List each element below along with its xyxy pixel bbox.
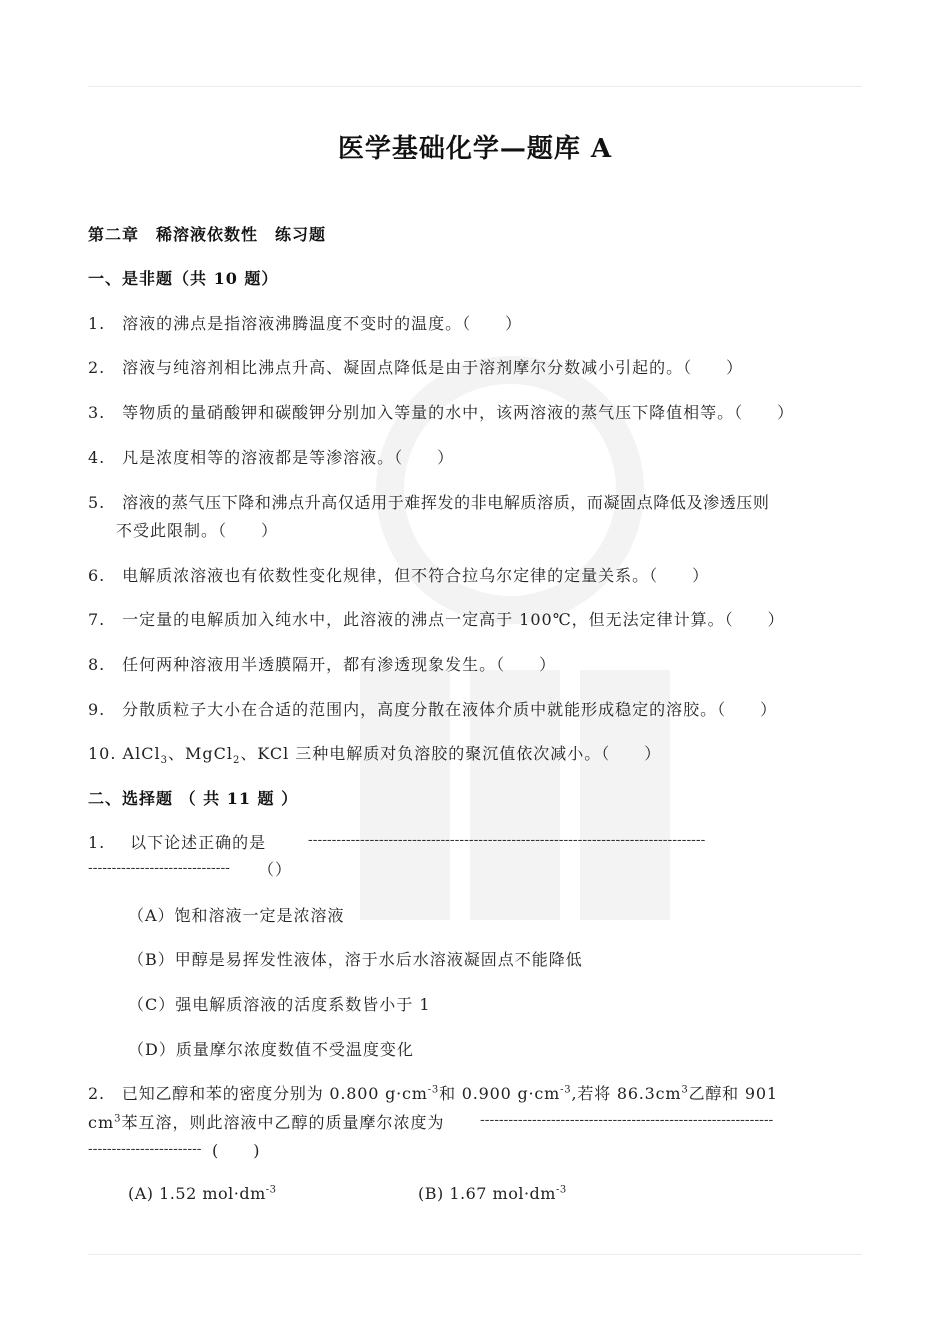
question-number: 7. [88,610,106,629]
question-number: 10. [88,744,117,763]
header-rule [88,86,862,87]
answer-blank-line: -------------------------------------------------------------- [480,1112,774,1128]
answer-blank-line: ------------------------------------------------------------------------------------ [308,832,706,848]
chapter-heading: 第二章 稀溶液依数性 练习题 [88,225,327,244]
option-b: （B）甲醇是易挥发性液体，溶于水后水溶液凝固点不能降低 [128,950,583,969]
answer-blank-line: ------------------------------ [88,860,230,876]
question-item [88,355,864,378]
question-text: 任何两种溶液用半透膜隔开，都有渗透现象发生。（ ） [122,655,557,674]
question-number: 5. [88,493,106,512]
question-item [88,652,864,675]
question-text: 一定量的电解质加入纯水中，此溶液的沸点一定高于 100℃，但无法定律计算。（ ） [122,610,785,629]
question-text: 溶液的蒸气压下降和沸点升高仅适用于难挥发的非电解质溶质，而凝固点降低及渗透压则 [122,493,770,512]
question-text: 溶液的沸点是指溶液沸腾温度不变时的温度。（ ） [122,314,523,333]
question-text: 等物质的量硝酸钾和碳酸钾分别加入等量的水中，该两溶液的蒸气压下降值相等。（ ） [122,403,795,422]
question-text: 电解质浓溶液也有依数性变化规律，但不符合拉乌尔定律的定量关系。（ ） [122,566,710,585]
choice-question-2 [88,1081,864,1104]
option-a: （A）饱和溶液一定是浓溶液 [128,906,345,925]
section1-heading: 一、是非题（共 10 题） [88,269,279,288]
page-title: 医学基础化学—题库 A [337,134,613,164]
question-item [88,445,864,468]
question-stem: 以下论述正确的是 [130,833,267,852]
option-d: （D）质量摩尔浓度数值不受温度变化 [128,1040,414,1059]
footer-rule [88,1254,862,1255]
option-a: (A) 1.52 $mol\cdot dm^{-3}$ [128,1184,277,1203]
question-item [88,490,864,513]
question-number: 2. [88,358,106,377]
option-b: (B) 1.67 $mol\cdot dm^{-3}$ [418,1184,567,1203]
question-text: 凡是浓度相等的溶液都是等渗溶液。（ ） [122,448,455,467]
question-item [88,563,864,586]
question-number: 1. [88,314,106,333]
answer-blank-line: ------------------------ [88,1141,202,1157]
question-number: 4. [88,448,106,467]
question-number: 1. [88,833,106,852]
answer-parentheses: ( ) [212,1141,261,1160]
question-text-continued: 不受此限制。（ ） [116,521,279,540]
question-item [88,697,864,720]
question-item [88,741,864,766]
question-number: 9. [88,700,106,719]
answer-parentheses: （） [258,860,293,879]
question-number: 2. [88,1084,105,1103]
question-text: 溶液与纯溶剂相比沸点升高、凝固点降低是由于溶剂摩尔分数减小引起的。（ ） [122,358,744,377]
watermark-logo [300,340,720,960]
option-c: （C）强电解质溶液的活度系数皆小于 1 [128,995,431,1014]
question-number: 8. [88,655,106,674]
question-number: 6. [88,566,106,585]
question-number: 3. [88,403,106,422]
section2-heading: 二、选择题 （ 共 11 题 ） [88,789,299,808]
question-stem: 已知乙醇和苯的密度分别为 0.800 $g\cdot cm^{-3}$和 0.900 $g\cdot cm^{-3}$,若将 $86.3cm^3$乙醇和 901 [121,1084,778,1103]
question-item [88,607,864,630]
question-text: 分散质粒子大小在合适的范围内，高度分散在液体介质中就能形成稳定的溶胶。（ ） [122,700,778,719]
question-stem-continued: $cm^3$苯互溶，则此溶液中乙醇的质量摩尔浓度为 [88,1113,445,1132]
question-item [88,311,864,334]
question-item [88,400,864,423]
question-text: AlCl$_3$、MgCl$_2$、KCl 三种电解质对负溶胶的聚沉值依次减小。（ ） [122,744,662,767]
